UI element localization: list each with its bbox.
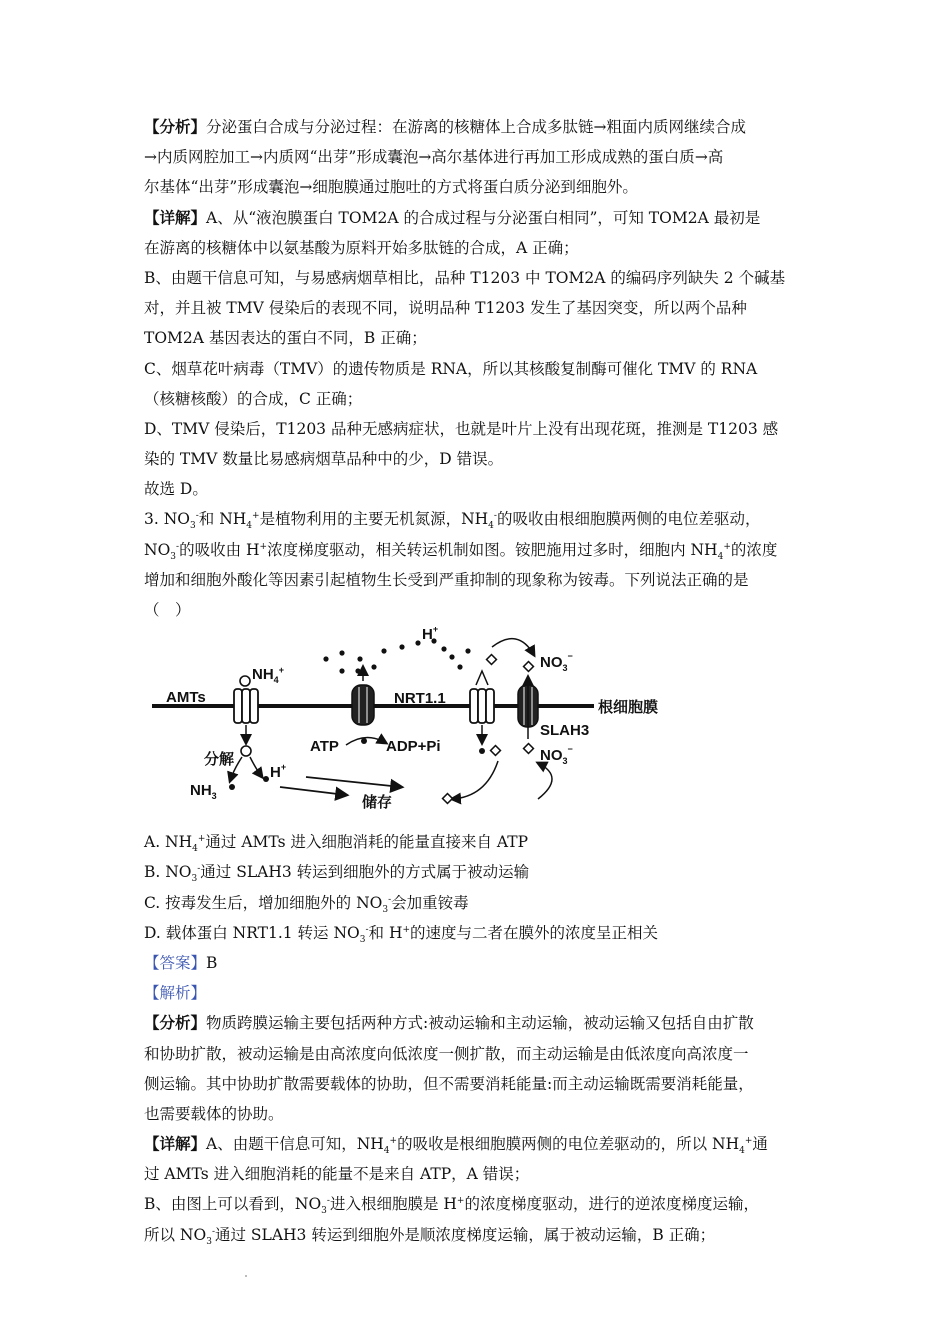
detail1-line-5: TOM2A 基因表达的蛋白不同，B 正确； bbox=[144, 329, 427, 348]
analysis1-line-1 bbox=[144, 112, 814, 142]
analysis2-tag: 【分析】 bbox=[144, 1013, 207, 1033]
detail1-line-8: D、TMV 侵染后，T1203 品种无感病症状，也就是叶片上没有出现花斑，推测是 T1203 感 bbox=[144, 419, 779, 438]
analysis-tag: 【分析】 bbox=[144, 117, 207, 136]
question3-line-2: $NO_3^-$的吸收由 H+浓度梯度驱动，相关转运机制如图。铵肥施用过多时，细胞内 $NH_4^+$的浓度 bbox=[144, 540, 778, 562]
analysis2-text: 物质跨膜运输主要包括两种方式:被动运输和主动运输，被动运输又包括自由扩散 bbox=[206, 1014, 754, 1033]
detail1-line-1 bbox=[144, 203, 814, 233]
hplus-dots bbox=[323, 639, 470, 674]
detail1-line-3: B、由题干信息可知，与易感病烟草相比，品种 T1203 中 TOM2A 的编码序列缺失 2 个碱基 bbox=[144, 268, 786, 287]
nrt-label: NRT1.1 bbox=[394, 690, 446, 708]
detail-text: A、从“液泡膜蛋白 TOM2A 的合成过程与分泌蛋白相同”，可知 TOM2A 最初是 bbox=[206, 208, 761, 227]
decompose-label: 分解 bbox=[204, 751, 235, 769]
nh3-label: $NH_3$ bbox=[190, 782, 217, 802]
analysis1-line-3: 尔基体“出芽”形成囊泡→细胞膜通过胞吐的方式将蛋白质分泌到细胞外。 bbox=[144, 178, 638, 197]
answer-tag: 【答案】 bbox=[144, 953, 207, 972]
detail1-line-4: 对，并且被 TMV 侵染后的表现不同，说明品种 T1203 发生了基因突变，所以两个品种 bbox=[144, 299, 747, 318]
nh4-inside-marker bbox=[241, 746, 251, 756]
answer-line bbox=[144, 948, 814, 978]
document-content bbox=[144, 112, 814, 1250]
detail2-tag: 【详解】 bbox=[144, 1134, 207, 1154]
amts-channel bbox=[234, 689, 258, 723]
analysis2-line-4: 也需要载体的协助。 bbox=[144, 1104, 284, 1123]
analysis2-line-1 bbox=[144, 1008, 814, 1038]
nh4-label: $NH_4^+$ bbox=[252, 665, 284, 686]
analysis2-line-3: 侧运输。其中协助扩散需要载体的协助，但不需要消耗能量:而主动运输既需要消耗能量， bbox=[144, 1074, 754, 1093]
detail2-line-1: 【详解】A、由题干信息可知，$NH_4^+$的吸收是根细胞膜两侧的电位差驱动的，所以 $NH_4^+$通 bbox=[144, 1134, 768, 1157]
question3-line-1: 3. $NO_3^-$和 $NH_4^+$是植物利用的主要无机氮源，$NH_4^-$的吸收由根细胞膜两侧的电位差驱动， bbox=[144, 510, 761, 532]
atp-label: ATP bbox=[310, 738, 339, 756]
analysis1-line-2: →内质网腔加工→内质网“出芽”形成囊泡→高尔基体进行再加工形成成熟的蛋白质→高 bbox=[144, 148, 724, 167]
analysis2-line-2: 和协助扩散，被动运输是由高浓度向低浓度一侧扩散，而主动运输是由低浓度向高浓度一 bbox=[144, 1044, 749, 1063]
detail1-line-7: （核糖核酸）的合成，C 正确； bbox=[144, 389, 363, 408]
option-c: C. 按毒发生后，增加细胞外的 $NO_3^-$会加重铵毒 bbox=[144, 893, 469, 915]
option-a: A. $NH_4^+$通过 AMTs 进入细胞消耗的能量直接来自 ATP bbox=[144, 833, 529, 855]
explain-tag: 【解析】 bbox=[144, 984, 207, 1003]
detail1-line-6: C、烟草花叶病毒（TMV）的遗传物质是 RNA，所以其核酸复制酶可催化 TMV 的 RNA bbox=[144, 359, 758, 378]
hplus-inside-label: H+ bbox=[270, 762, 287, 782]
adp-label: ADP+Pi bbox=[386, 738, 441, 756]
question3-line-3: 增加和细胞外酸化等因素引起植物生长受到严重抑制的现象称为铵毒。下列说法正确的是 bbox=[144, 570, 749, 589]
transport-diagram bbox=[146, 627, 686, 827]
page-mark bbox=[245, 1275, 247, 1277]
detail-tag: 【详解】 bbox=[144, 207, 207, 227]
slah3-label: SLAH3 bbox=[540, 722, 590, 740]
detail1-line-9: 染的 TMV 数量比易感病烟草品种中的少，D 错误。 bbox=[144, 450, 504, 469]
store-label: 储存 bbox=[362, 794, 393, 812]
detail2-line-3: B、由图上可以看到，$NO_3^-$进入根细胞膜是 H+的浓度梯度驱动，进行的逆浓度梯度运输， bbox=[144, 1195, 759, 1217]
analysis-text: 分泌蛋白合成与分泌过程：在游离的核糖体上合成多肽链→粗面内质网继续合成 bbox=[206, 118, 747, 136]
detail2-line-4: 所以 $NO_3^-$通过 SLAH3 转运到细胞外是顺浓度梯度运输，属于被动运输，B 正确； bbox=[144, 1225, 716, 1247]
nrt1-1-channel bbox=[470, 671, 494, 723]
detail1-line-10: 故选 D。 bbox=[144, 480, 208, 499]
option-b: B. $NO_3^-$通过 SLAH3 转运到细胞外的方式属于被动运输 bbox=[144, 863, 530, 885]
detail2-line-2: 过 AMTs 进入细胞消耗的能量不是来自 ATP，A 错误； bbox=[144, 1165, 530, 1184]
no3-bottom-label: $NO_3^-$ bbox=[540, 744, 573, 767]
detail1-line-2: 在游离的核糖体中以氨基酸为原料开始多肽链的合成，A 正确； bbox=[144, 238, 579, 257]
answer-value: B bbox=[206, 953, 218, 972]
no3-top-label: $NO_3^-$ bbox=[540, 651, 573, 674]
amts-label: AMTs bbox=[166, 689, 206, 707]
atpase-pump bbox=[352, 685, 374, 725]
membrane-label: 根细胞膜 bbox=[598, 699, 659, 717]
option-d: D. 载体蛋白 NRT1.1 转运 $NO_3^-$和 H+的速度与二者在膜外的浓度呈正相关 bbox=[144, 923, 659, 945]
hplus-outside-label: H+ bbox=[422, 627, 439, 644]
question3-line-4: （ ） bbox=[144, 601, 191, 619]
nh4-outside-marker bbox=[240, 676, 250, 686]
